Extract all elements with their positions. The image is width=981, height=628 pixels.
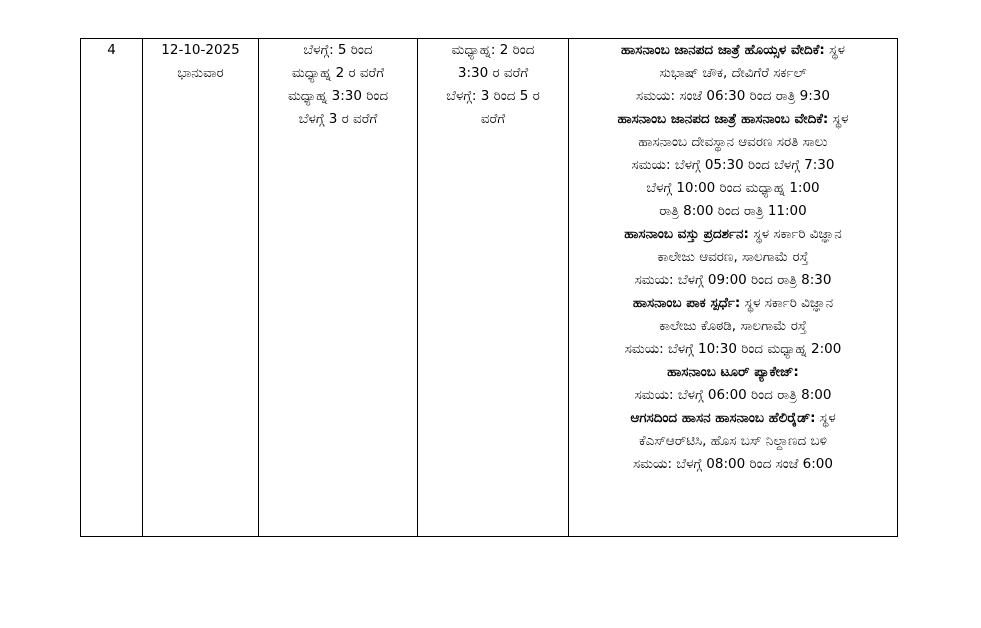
day-text: ಭಾನುವಾರ — [177, 65, 224, 81]
event-heading — [571, 223, 895, 246]
event-line: ಕಾಲೇಜು ಕೊಠಡಿ, ಸಾಲಗಾಮೆ ರಸ್ತೆ — [659, 318, 807, 334]
events-cell — [569, 39, 898, 537]
event-title: ಹಾಸನಾಂಬ ಜಾನಪದ ಜಾತ್ರೆ ಹಾಸನಾಂಬ ವೇದಿಕೆ: — [617, 111, 829, 127]
event-location-start: ಸ್ಥಳ ಸರ್ಕಾರಿ ವಿಜ್ಞಾನ — [740, 295, 834, 311]
event-line: ಸಮಯ: ಬೆಳಗ್ಗೆ 09:00 ರಿಂದ ರಾತ್ರಿ 8:30 — [634, 272, 832, 288]
event-line: ಹಾಸನಾಂಬ ದೇವಸ್ಥಾನ ಆವರಣ ಸರತಿ ಸಾಲು — [638, 134, 828, 150]
serial-cell — [81, 39, 143, 537]
event-heading — [571, 108, 895, 131]
event-title: ಹಾಸನಾಂಬ ಜಾನಪದ ಜಾತ್ರೆ ಹೊಯ್ಸಳ ವೇದಿಕೆ: — [621, 42, 825, 58]
timing-line: ಬೆಳಗ್ಗೆ: 5 ರಿಂದ — [303, 42, 373, 58]
event-location-start: ಸ್ಥಳ — [815, 410, 836, 426]
event-location-start: ಸ್ಥಳ — [828, 111, 849, 127]
schedule-table — [80, 38, 898, 537]
event-heading — [571, 407, 895, 430]
timing-line: ಬೆಳಗ್ಗೆ 3 ರ ವರೆಗೆ — [298, 111, 378, 127]
timing-line: ಮಧ್ಯಾಹ್ನ: 2 ರಿಂದ — [451, 42, 535, 58]
date-text: 12-10-2025 — [161, 42, 240, 58]
event-heading — [571, 292, 895, 315]
event-line: ಸಮಯ: ಬೆಳಗ್ಗೆ 05:30 ರಿಂದ ಬೆಳಗ್ಗೆ 7:30 — [631, 157, 835, 173]
event-line: ಸುಭಾಷ್ ಚೌಕ, ದೇವಿಗೆರೆ ಸರ್ಕಲ್ — [659, 65, 807, 81]
event-title: ಹಾಸನಾಂಬ ವಸ್ತು ಪ್ರದರ್ಶನ: — [624, 226, 749, 242]
event-line: ಸಮಯ: ಬೆಳಗ್ಗೆ 06:00 ರಿಂದ ರಾತ್ರಿ 8:00 — [634, 387, 832, 403]
event-title: ಆಗಸದಿಂದ ಹಾಸನ ಹಾಸನಾಂಬ ಹೆಲಿರೈಡ್: — [630, 410, 816, 426]
timing-cell — [259, 39, 418, 537]
timing-line: ವರೆಗೆ — [480, 111, 506, 127]
timing-line: ಮಧ್ಯಾಹ್ನ 2 ರ ವರೆಗೆ — [291, 65, 385, 81]
event-location-start: ಸ್ಥಳ — [824, 42, 845, 58]
closed-timing-cell — [418, 39, 569, 537]
event-line: ಸಮಯ: ಸಂಜೆ 06:30 ರಿಂದ ರಾತ್ರಿ 9:30 — [636, 88, 830, 104]
event-heading — [571, 39, 895, 62]
event-line: ರಾತ್ರಿ 8:00 ರಿಂದ ರಾತ್ರಿ 11:00 — [659, 203, 807, 219]
event-title: ಹಾಸನಾಂಬ ಟೂರ್ ಪ್ಯಾಕೇಜ್: — [667, 364, 799, 380]
event-title: ಹಾಸನಾಂಬ ಪಾಕ ಸ್ಪರ್ಧೆ: — [632, 295, 741, 311]
event-line: ಕೆಎಸ್ಆರ್‌ಟಿಸಿ, ಹೊಸ ಬಸ್ ನಿಲ್ದಾಣದ ಬಳಿ — [638, 433, 828, 449]
timing-line: 3:30 ರ ವರೆಗೆ — [457, 65, 529, 81]
event-line: ಬೆಳಗ್ಗೆ 10:00 ರಿಂದ ಮಧ್ಯಾಹ್ನ 1:00 — [646, 180, 820, 196]
event-location-start: ಸ್ಥಳ ಸರ್ಕಾರಿ ವಿಜ್ಞಾನ — [748, 226, 842, 242]
event-line: ಸಮಯ: ಬೆಳಗ್ಗೆ 10:30 ರಿಂದ ಮಧ್ಯಾಹ್ನ 2:00 — [624, 341, 842, 357]
timing-line: ಮಧ್ಯಾಹ್ನ 3:30 ರಿಂದ — [287, 88, 389, 104]
event-line: ಸಮಯ: ಬೆಳಗ್ಗೆ 08:00 ರಿಂದ ಸಂಜೆ 6:00 — [633, 456, 833, 472]
timing-line: ಬೆಳಗ್ಗೆ: 3 ರಿಂದ 5 ರ — [446, 88, 540, 104]
event-line: ಕಾಲೇಜು ಆವರಣ, ಸಾಲಗಾಮೆ ರಸ್ತೆ — [657, 249, 809, 265]
table-row — [81, 39, 898, 537]
date-cell — [143, 39, 259, 537]
event-heading — [571, 361, 895, 384]
serial-number: 4 — [107, 42, 116, 58]
